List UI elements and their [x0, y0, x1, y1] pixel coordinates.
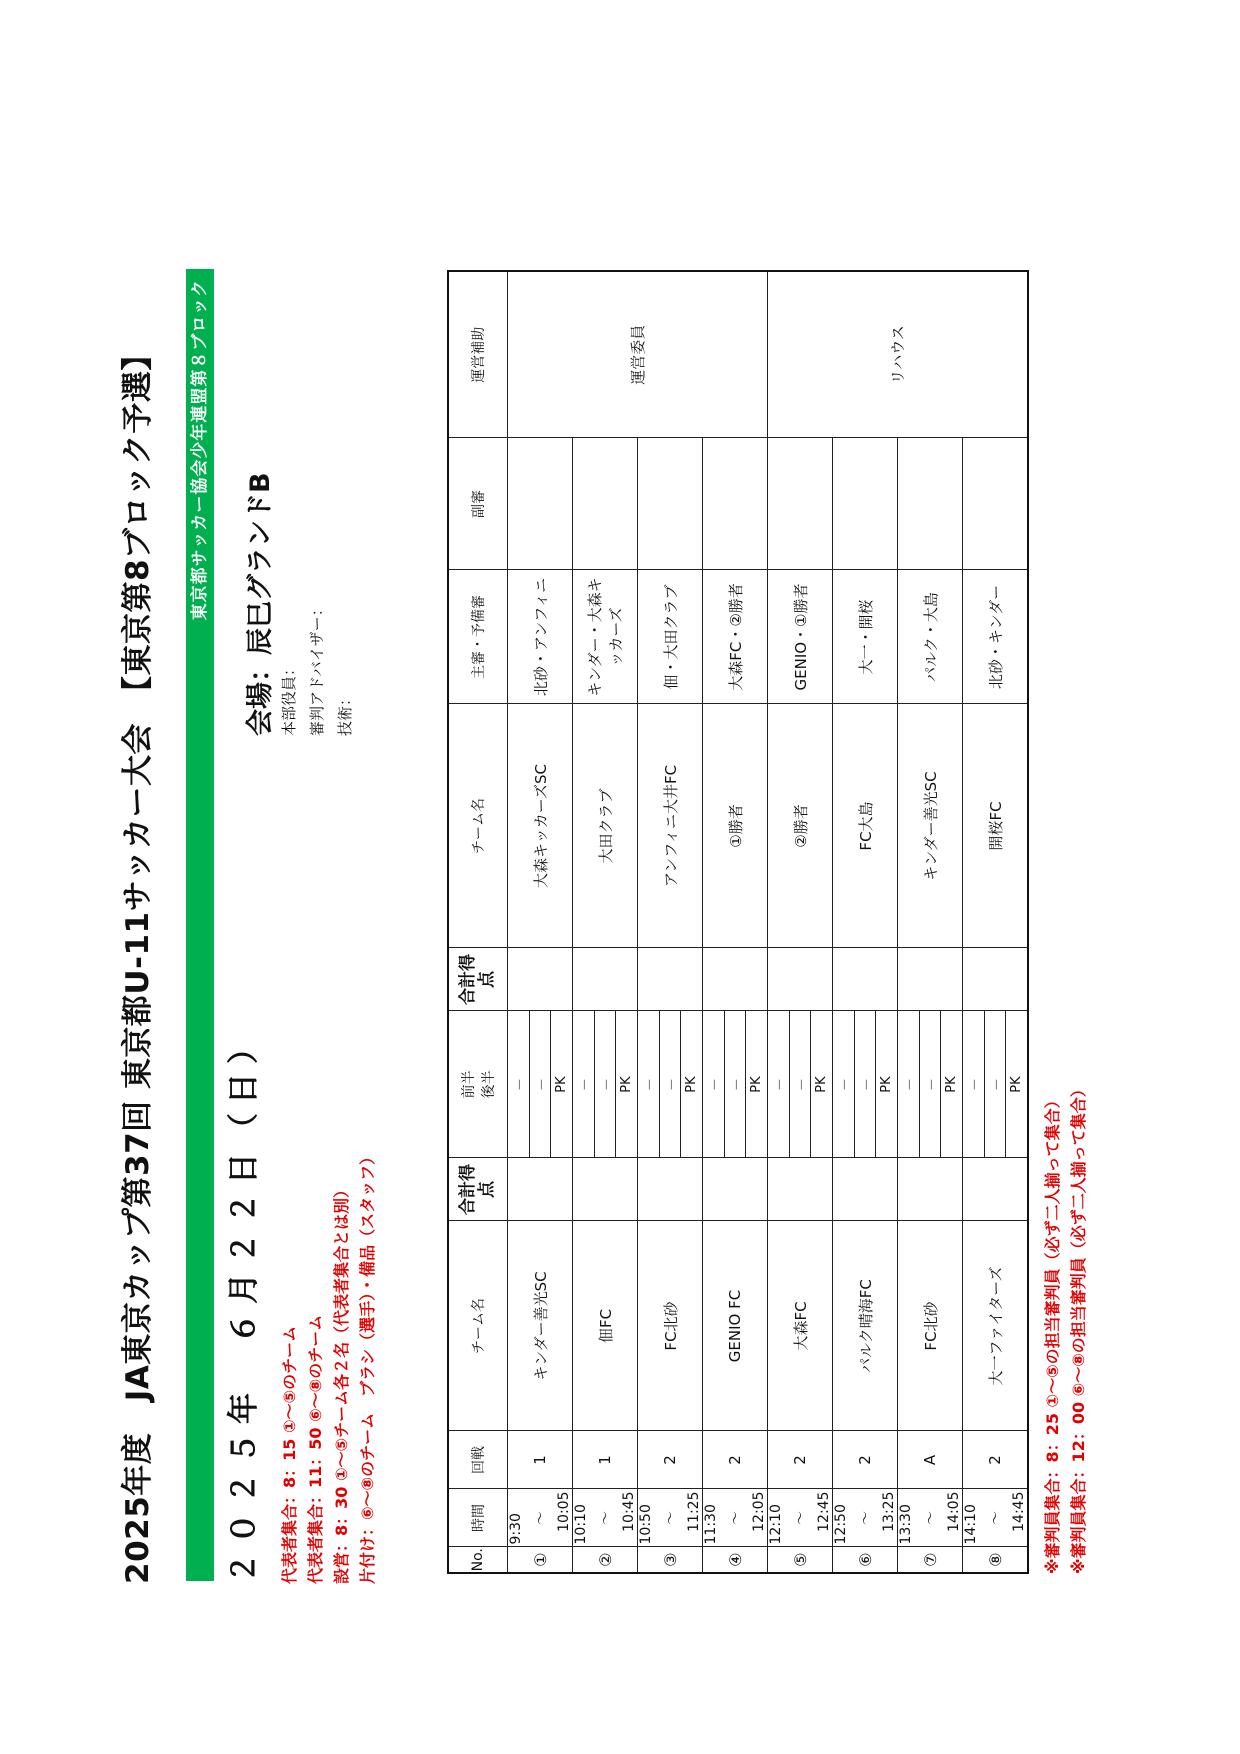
away-team: 開桜FC — [963, 704, 1029, 948]
match-time — [638, 1489, 703, 1547]
match-round: 2 — [703, 1431, 768, 1489]
header-halves — [448, 1011, 508, 1158]
table-header-row — [448, 271, 508, 1573]
ref-main: 北砂・アンフィニ — [508, 570, 573, 704]
match-no: ⑧ — [963, 1547, 1029, 1573]
pk-mark: PK — [554, 1076, 570, 1093]
match-round: A — [898, 1431, 963, 1489]
home-total — [638, 1158, 703, 1221]
home-team: 佃FC — [573, 1221, 638, 1431]
header-time: 時間 — [448, 1489, 508, 1547]
header-half2: 後半 — [481, 1070, 497, 1099]
half-scores — [703, 1011, 768, 1158]
ref-main: GENIO・①勝者 — [768, 570, 833, 704]
match-end: 11:25 — [686, 1491, 702, 1532]
table-row — [508, 271, 573, 1573]
match-start: 11:30 — [703, 1504, 719, 1545]
half1-mark: － — [573, 1012, 595, 1158]
match-round: 2 — [833, 1431, 898, 1489]
home-total — [573, 1158, 638, 1221]
home-team: パルク晴海FC — [833, 1221, 898, 1431]
away-total — [703, 948, 768, 1011]
pk-mark: PK — [814, 1076, 830, 1093]
match-time — [768, 1489, 833, 1547]
pk-mark: PK — [1009, 1076, 1025, 1093]
match-no: ⑦ — [898, 1547, 963, 1573]
match-round: 1 — [573, 1431, 638, 1489]
match-round: 2 — [768, 1431, 833, 1489]
half-scores — [573, 1011, 638, 1158]
match-round: 1 — [508, 1431, 573, 1489]
away-total — [508, 948, 573, 1011]
match-no: ⑥ — [833, 1547, 898, 1573]
ref-main: 佃・大田クラブ — [638, 570, 703, 704]
away-team: ②勝者 — [768, 704, 833, 948]
ref-asst — [768, 438, 833, 570]
page-title: 2025年度 JA東京カップ第37回 東京都U-11サッカー大会 【東京第8ブロック予選】 — [120, 339, 156, 1584]
match-tilde: ～ — [598, 1511, 614, 1525]
match-end: 13:25 — [881, 1491, 897, 1532]
ref-main: 北砂・キンダー — [963, 570, 1029, 704]
match-end: 14:45 — [1011, 1491, 1027, 1532]
header-home-total: 合計得点 — [448, 1158, 508, 1221]
notice-rep-2: 代表者集合：11：50 ⑥～⑧のチーム — [306, 1314, 325, 1584]
half1-mark: － — [833, 1012, 855, 1158]
ref-main: パルク・大島 — [898, 570, 963, 704]
support-group-2: リハウス — [768, 271, 1029, 438]
match-tilde: ～ — [988, 1511, 1004, 1525]
match-no: ④ — [703, 1547, 768, 1573]
pk-mark: PK — [944, 1076, 960, 1093]
header-ref-main: 主審・予備審 — [448, 570, 508, 704]
home-team: GENIO FC — [703, 1221, 768, 1431]
half-scores — [768, 1011, 833, 1158]
half-scores — [963, 1011, 1029, 1158]
away-team: ①勝者 — [703, 704, 768, 948]
half1-mark: － — [768, 1012, 790, 1158]
match-end: 14:05 — [946, 1491, 962, 1532]
match-end: 10:45 — [621, 1491, 637, 1532]
match-tilde: ～ — [533, 1511, 549, 1525]
match-time — [703, 1489, 768, 1547]
header-round: 回戦 — [448, 1431, 508, 1489]
ref-asst — [963, 438, 1029, 570]
match-end: 10:05 — [556, 1491, 572, 1532]
home-total — [833, 1158, 898, 1221]
away-total — [768, 948, 833, 1011]
header-half1: 前半 — [461, 1070, 477, 1099]
ref-asst — [898, 438, 963, 570]
ref-asst — [833, 438, 898, 570]
half2-mark: － — [920, 1012, 942, 1158]
event-date: ２０２５年 ６月２２日（日） — [226, 1024, 262, 1584]
away-team: FC大島 — [833, 704, 898, 948]
match-time — [833, 1489, 898, 1547]
away-total — [573, 948, 638, 1011]
match-no: ① — [508, 1547, 573, 1573]
half1-mark: － — [703, 1012, 725, 1158]
match-tilde: ～ — [663, 1511, 679, 1525]
referee-notice-2: ※審判員集合：12：00 ⑥～⑧の担当審判員（必ず二人揃って集合） — [1069, 1081, 1088, 1574]
pk-mark: PK — [619, 1076, 635, 1093]
staff-advisor: 審判アドバイザー： — [308, 601, 326, 736]
home-team: キンダー善光SC — [508, 1221, 573, 1431]
match-start: 14:10 — [963, 1504, 979, 1545]
pk-mark: PK — [684, 1076, 700, 1093]
notice-rep-1: 代表者集合：8：15 ①～⑤のチーム — [280, 1325, 299, 1584]
table-row — [963, 271, 1029, 1573]
staff-honbu: 本部役員： — [280, 660, 298, 736]
half-scores — [508, 1011, 573, 1158]
half-scores — [833, 1011, 898, 1158]
header-away-team: チーム名 — [448, 704, 508, 948]
ref-asst — [638, 438, 703, 570]
ref-asst — [508, 438, 573, 570]
ref-asst — [703, 438, 768, 570]
home-team: FC北砂 — [638, 1221, 703, 1431]
table-row — [638, 271, 703, 1573]
match-time — [508, 1489, 573, 1547]
pk-mark: PK — [749, 1076, 765, 1093]
pk-mark: PK — [879, 1076, 895, 1093]
notice-cleanup: 片付け：⑥～⑧のチーム ブラシ（選手）・備品（スタッフ） — [358, 1148, 377, 1584]
away-team: キンダー善光SC — [898, 704, 963, 948]
match-start: 13:30 — [898, 1504, 914, 1545]
match-no: ② — [573, 1547, 638, 1573]
away-team: アンフィニ大井FC — [638, 704, 703, 948]
match-tilde: ～ — [923, 1511, 939, 1525]
notice-setup: 設営：8：30 ①～⑤チーム各２名（代表者集合とは別） — [332, 1181, 351, 1584]
venue-label: 会場：辰巳グランドB — [245, 472, 276, 736]
half1-mark: － — [898, 1012, 920, 1158]
match-time — [898, 1489, 963, 1547]
match-time — [573, 1489, 638, 1547]
home-total — [768, 1158, 833, 1221]
match-tilde: ～ — [728, 1511, 744, 1525]
half2-mark: － — [660, 1012, 682, 1158]
match-tilde: ～ — [858, 1511, 874, 1525]
referee-notice-1: ※審判員集合：8：25 ①～⑤の担当審判員（必ず二人揃って集合） — [1043, 1092, 1062, 1574]
staff-tech: 技術： — [336, 690, 354, 736]
away-total — [833, 948, 898, 1011]
away-total — [638, 948, 703, 1011]
header-home-team: チーム名 — [448, 1221, 508, 1431]
home-team: 大一ファイターズ — [963, 1221, 1029, 1431]
away-total — [963, 948, 1029, 1011]
half1-mark: － — [638, 1012, 660, 1158]
match-round: 2 — [638, 1431, 703, 1489]
match-end: 12:45 — [816, 1491, 832, 1532]
table-row — [898, 271, 963, 1573]
ref-main: キンダー・大森キッカーズ — [573, 570, 638, 704]
ref-main: 大森FC・②勝者 — [703, 570, 768, 704]
match-start: 9:30 — [508, 1513, 524, 1545]
header-no: No. — [448, 1547, 508, 1573]
home-total — [963, 1158, 1029, 1221]
match-start: 12:10 — [768, 1504, 784, 1545]
match-start: 10:10 — [573, 1504, 589, 1545]
header-ref-asst: 副審 — [448, 438, 508, 570]
table-row — [573, 271, 638, 1573]
header-support: 運営補助 — [448, 271, 508, 438]
away-team: 大田クラブ — [573, 704, 638, 948]
match-tilde: ～ — [793, 1511, 809, 1525]
header-away-total: 合計得点 — [448, 948, 508, 1011]
table-row — [703, 271, 768, 1573]
home-team: FC北砂 — [898, 1221, 963, 1431]
half1-mark: － — [963, 1012, 985, 1158]
half2-mark: － — [725, 1012, 747, 1158]
away-total — [898, 948, 963, 1011]
ref-asst — [573, 438, 638, 570]
match-end: 12:05 — [751, 1491, 767, 1532]
half2-mark: － — [530, 1012, 552, 1158]
organizer-bar: 東京都サッカー協会少年連盟第８ブロック — [186, 269, 214, 1581]
ref-main: 大一・開桜 — [833, 570, 898, 704]
half2-mark: － — [985, 1012, 1007, 1158]
match-time — [963, 1489, 1029, 1547]
match-start: 10:50 — [638, 1504, 654, 1545]
schedule-table — [447, 270, 1029, 1574]
half2-mark: － — [855, 1012, 877, 1158]
home-total — [703, 1158, 768, 1221]
half-scores — [898, 1011, 963, 1158]
support-group-1: 運営委員 — [508, 271, 768, 438]
match-no: ③ — [638, 1547, 703, 1573]
match-no: ⑤ — [768, 1547, 833, 1573]
home-total — [508, 1158, 573, 1221]
home-total — [898, 1158, 963, 1221]
half-scores — [638, 1011, 703, 1158]
table-row — [833, 271, 898, 1573]
home-team: 大森FC — [768, 1221, 833, 1431]
half2-mark: － — [595, 1012, 617, 1158]
table-row — [768, 271, 833, 1573]
match-round: 2 — [963, 1431, 1029, 1489]
away-team: 大森キッカーズSC — [508, 704, 573, 948]
half2-mark: － — [790, 1012, 812, 1158]
match-start: 12:50 — [833, 1504, 849, 1545]
half1-mark: － — [508, 1012, 530, 1158]
